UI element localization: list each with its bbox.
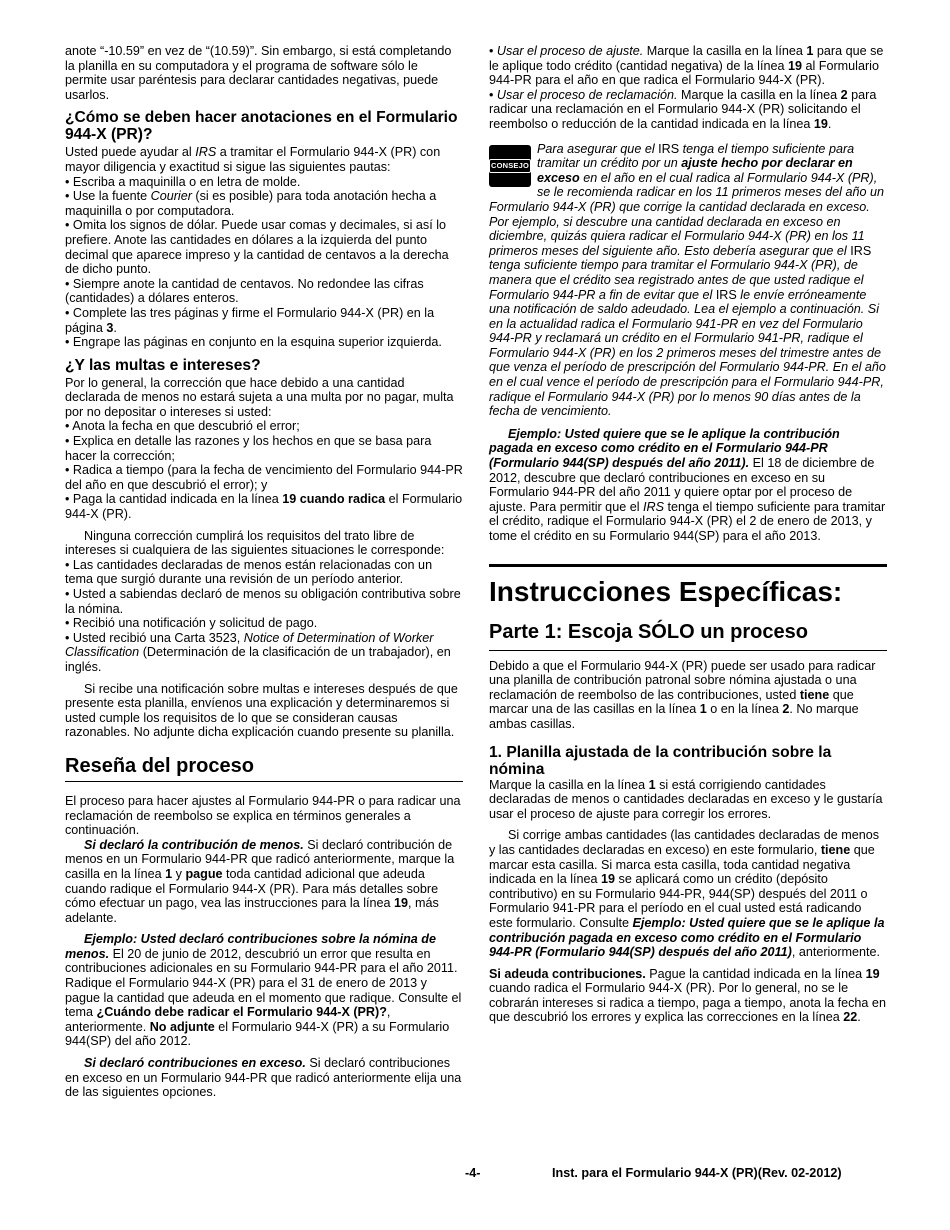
right-column xyxy=(489,44,887,1025)
footer-title: Inst. para el Formulario 944-X (PR)(Rev. 02-2012) xyxy=(552,1166,842,1180)
bullet-item: • Paga la cantidad indicada en la línea 19 cuando radica el Formulario 944-X (PR). xyxy=(65,492,463,522)
como-paragraph: Usted puede ayudar al IRS a tramitar el Formulario 944-X (PR) con mayor diligencia y exactitud si sigue las siguientes pautas: xyxy=(65,145,441,174)
bullet-item: • Complete las tres páginas y firme el Formulario 944-X (PR) en la página 3. xyxy=(65,305,435,335)
bullet-item: • Explica en detalle las razones y los hechos en que se basa para hacer la corrección; xyxy=(65,434,432,463)
declaro-exceso-paragraph: Si declaró contribuciones en exceso. Si declaró contribuciones en exceso en un Formulario 944-PR que radicó anteriormente elija una de las siguientes opciones. xyxy=(65,1056,462,1100)
bullet-item: • Engrape las páginas en conjunto en la esquina superior izquierda. xyxy=(65,335,442,350)
consejo-tip xyxy=(489,142,887,419)
consejo-icon: CONSEJO xyxy=(489,145,531,187)
planilla-paragraph: Marque la casilla en la línea 1 si está corrigiendo cantidades declaradas de menos o cantidades declaradas en exceso y le gustaría usar el proceso de ajuste para corregir los errores. xyxy=(489,777,883,821)
bullet-item: • Usted a sabiendas declaró de menos su obligación contributiva sobre la nómina. xyxy=(65,587,461,616)
heading-resena: Reseña del proceso xyxy=(65,754,463,782)
bullet-item: • Siempre anote la cantidad de centavos. No redondee las cifras (cantidades) a dólares enteros. xyxy=(65,276,424,306)
parte-paragraph: Debido a que el Formulario 944-X (PR) puede ser usado para radicar una planilla de contribución patronal sobre nómina ajustada o una reclamación de reembolso de las contribuciones, usted tiene que marcar una de las casillas en la línea 1 o en la línea 2. No marque ambas casillas. xyxy=(489,658,876,731)
declaro-menos-paragraph: Si declaró la contribución de menos. Si declaró contribución de menos en un Formulario 944-PR que radicó anteriormente, marque la casilla en la línea 1 y pague toda cantidad adicional que adeuda cuando radique el Formulario 944-X (PR). Para más detalles sobre cómo efectuar un pago, vea las instrucciones para la línea 19, más adelante. xyxy=(65,837,455,925)
resena-paragraph: El proceso para hacer ajustes al Formulario 944-PR o para radicar una reclamación de reembolso se explica en términos generales a continuación. xyxy=(65,793,461,838)
heading-instrucciones: Instrucciones Específicas: xyxy=(489,575,843,607)
heading-parte-1: Parte 1: Escoja SÓLO un proceso xyxy=(489,620,887,651)
consejo-text: Para asegurar que el IRS tenga el tiempo suficiente para tramitar un crédito por un ajuste hecho por declarar en exceso en el año en el cual radica al Formulario 944-X (PR), se le recomienda radicar en los 11 primeros meses del año un Formulario 944-X (PR) que corrige la cantidad declarada en exceso. Por ejemplo, si descubre una cantidad declarada en exceso en diciembre, quizás quiera radicar el Formulario 944-X (PR) en los 11 primeros meses del siguiente año. Esto debería asegurar que el IRS tenga suficiente tiempo para tramitar el Formulario 944-X (PR), de manera que el crédito sea registrado antes de que usted radique el Formulario 944-PR a fin de evitar que el IRS le envíe erróneamente una notificación de saldo adeudado. Lea el ejemplo a continuación. Si en la actualidad radica el Formulario 941-PR en vez del Formulario 944-PR y reclamará un crédito en el Formulario 941-PR, radique el Formulario 944-X (PR) en los 2 primeros meses del trimestre antes de que venza el período de prescripción del Formulario 944-PR. En el año en el cual vence el período de prescripción para el Formulario 944-PR, radique el Formulario 944-X (PR) por lo menos 90 días antes de la fecha de vencimiento. xyxy=(489,141,886,419)
bullet-item: • Anota la fecha en que descubrió el error; xyxy=(65,419,300,434)
bullet-item: • Radica a tiempo (para la fecha de vencimiento del Formulario 944-PR del año en que descubrió el error); y xyxy=(65,463,463,492)
multas-paragraph: Por lo general, la corrección que hace debido a una cantidad declarada de menos no estará sujeta a una multa por no pagar, multa por no depositar o intereses si usted: xyxy=(65,375,454,419)
page-number: -4- xyxy=(465,1166,481,1180)
ambas-paragraph: Si corrige ambas cantidades (las cantidades declaradas de menos y las cantidades declaradas en exceso) en este formulario, tiene que marcar esta casilla. Si marca esta casilla, toda cantidad negativa indicada en la línea 19 se aplicará como un crédito (depósito contributivo) en su Formulario 944-PR, 944(SP) después del 2011 o Formulario 941-PR para el período en el cual usted está radicando este formulario. Consulte Ejemplo: Usted quiere que se le aplique la contribución pagada en exceso como crédito en el Formulario 944-PR (Formulario 944(SP) después del año 2011), anteriormente. xyxy=(489,828,885,960)
left-column xyxy=(65,44,463,1100)
heading-como-anotaciones: ¿Cómo se deben hacer anotaciones en el Formulario 944-X (PR)? xyxy=(65,109,458,144)
option-reclamacion: • Usar el proceso de reclamación. Marque la casilla en la línea 2 para radicar una reclamación en el Formulario 944-X (PR) solicitando el reembolso o reducción de la cantidad indicada en la línea 19. xyxy=(489,87,877,131)
bullet-item: • Las cantidades declaradas de menos están relacionadas con un tema que surgió durante una revisión de un período anterior. xyxy=(65,557,433,587)
bullet-item: • Recibió una notificación y solicitud de pago. xyxy=(65,616,318,631)
heading-multas: ¿Y las multas e intereses? xyxy=(65,356,261,374)
notificacion-paragraph: Si recibe una notificación sobre multas e intereses después de que presente esta planilla, envíenos una explicación y determinaremos si usted cumple los requisitos de lo que se consideran causas razonables. No adjunte dicha explicación cuando presente su planilla. xyxy=(65,681,458,740)
heading-planilla-ajustada: 1. Planilla ajustada de la contribución sobre la nómina xyxy=(489,743,832,778)
intro-paragraph: anote “-10.59” en vez de “(10.59)”. Sin embargo, si está completando la planilla en su computadora y el programa de software sólo le permite usar paréntesis para declarar cantidades negativas, puede usarlos. xyxy=(65,44,452,102)
bullet-item: • Use la fuente Courier (si es posible) para toda anotación hecha a maquinilla o por computadora. xyxy=(65,189,437,218)
ejemplo-menos-paragraph: Ejemplo: Usted declaró contribuciones sobre la nómina de menos. El 20 de junio de 2012, descubrió un error que resulta en contribuciones adicionales en su Formulario 944-PR para el año 2011. Radique el Formulario 944-X (PR) para el 31 de enero de 2013 y pague la cantidad que adeuda en el momento que radique. Consulte el tema ¿Cuándo debe radicar el Formulario 944-X (PR)?, anteriormente. No adjunte el Formulario 944-X (PR) a su Formulario 944(SP) del año 2012. xyxy=(65,932,462,1049)
bullet-item: • Usted recibió una Carta 3523, Notice of Determination of Worker Classification (Determinación de la clasificación de un trabajador), en inglés. xyxy=(65,630,451,674)
section-divider xyxy=(489,564,887,567)
ninguna-paragraph: Ninguna corrección cumplirá los requisitos del trato libre de intereses si cualquiera de las siguientes situaciones le corresponde: xyxy=(65,528,445,558)
adeuda-paragraph: Si adeuda contribuciones. Pague la cantidad indicada en la línea 19 cuando radica el Formulario 944-X (PR). Por lo general, no se le cobrarán intereses si radica a tiempo, paga a tiempo, anota la fecha en que descubrió los errores y explica las correcciones en la línea 22. xyxy=(489,966,886,1025)
bullet-item: • Omita los signos de dólar. Puede usar comas y decimales, si así lo prefiere. Anote las cantidades en dólares a la izquierda del punto decimal que aparece impreso y la cantidad de centavos a la derecha de dicho punto. xyxy=(65,218,449,277)
ejemplo-exceso-paragraph: Ejemplo: Usted quiere que se le aplique la contribución pagada en exceso como crédito en el Formulario 944-PR (Formulario 944(SP) después del año 2011). El 18 de diciembre de 2012, descubre que declaró contribuciones en exceso en su Formulario 944-PR del año 2011 y quiere optar por el proceso de ajuste. Para permitir que el IRS tenga el tiempo suficiente para tramitar el crédito, radique el Formulario 944-X (PR) el 2 de enero de 2013, y tome el crédito en su Formulario 944(SP) para el año 2013. xyxy=(489,426,886,543)
bullet-item: • Escriba a maquinilla o en letra de molde. xyxy=(65,174,301,189)
option-ajuste: • Usar el proceso de ajuste. Marque la casilla en la línea 1 para que se le aplique todo crédito (cantidad negativa) de la línea 19 al Formulario 944-PR para el año en que radica el Formulario 944-X (PR). xyxy=(489,44,884,88)
